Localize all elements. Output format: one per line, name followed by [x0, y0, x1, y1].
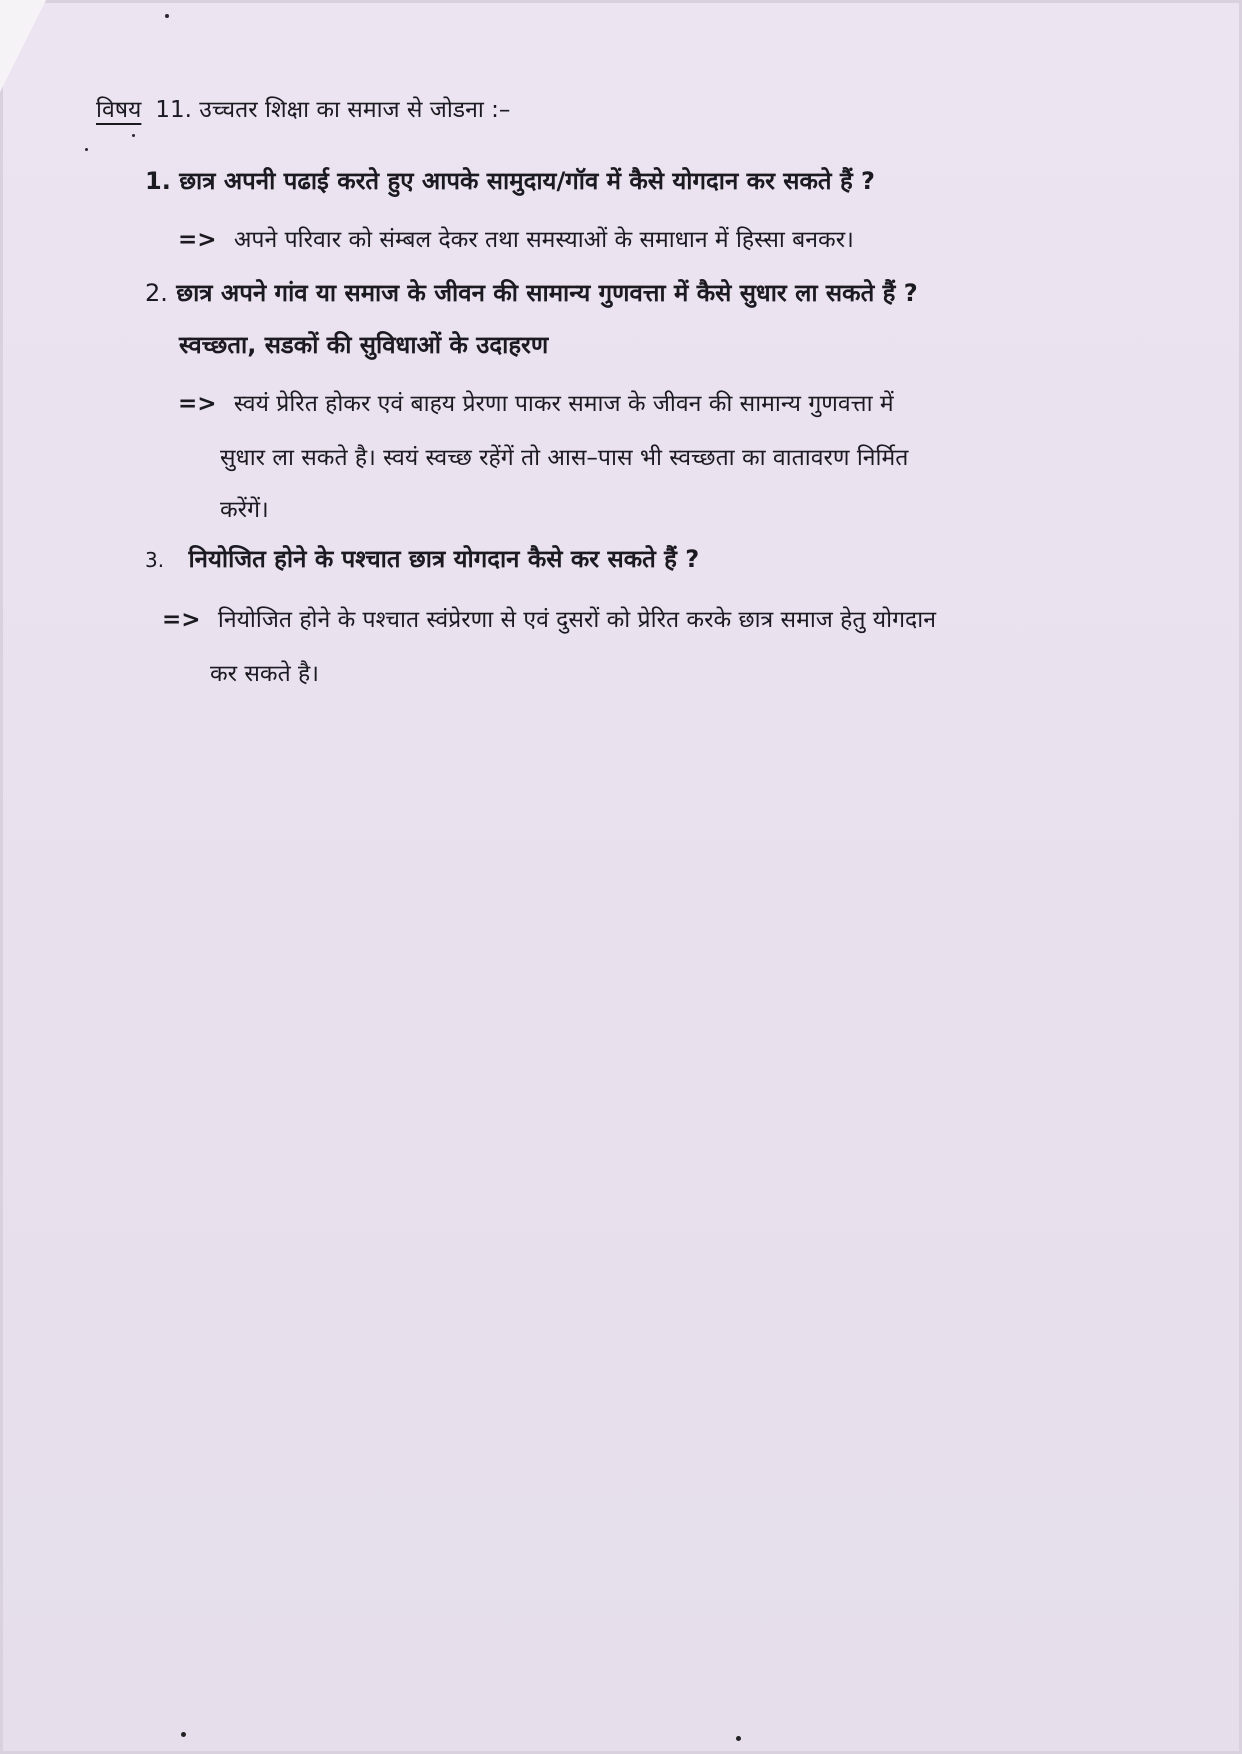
scan-speck	[181, 1732, 186, 1737]
folded-corner	[0, 0, 46, 92]
answer-text: अपने परिवार को संम्बल देकर तथा समस्याओं के समाधान में हिस्सा बनकर।	[233, 227, 854, 253]
answer-text: सुधार ला सकते है। स्वयं स्वच्छ रहेंगें तो आस–पास भी स्वच्छता का वातावरण निर्मित	[220, 445, 909, 471]
question-number: 2.	[145, 279, 168, 307]
answer-text: स्वयं प्रेरित होकर एवं बाहय प्रेरणा पाकर समाज के जीवन की सामान्य गुणवत्ता में	[233, 391, 894, 417]
answer-2-line-1	[178, 386, 894, 418]
answer-2-line-2	[220, 440, 908, 472]
answer-text: करेंगें।	[220, 497, 269, 523]
question-1	[145, 164, 875, 197]
answer-2-line-3	[220, 492, 269, 524]
document-heading	[96, 92, 510, 124]
answer-1-line-1	[178, 222, 854, 254]
question-number: 3.	[145, 548, 165, 572]
question-2-line-2	[179, 328, 548, 361]
question-text: नियोजित होने के पश्चात छात्र योगदान कैसे कर सकते हैं ?	[188, 545, 700, 573]
arrow-marker: =>	[178, 227, 217, 253]
answer-text: कर सकते है।	[210, 661, 319, 687]
answer-3-line-1	[162, 602, 936, 634]
heading-text: 11. उच्चतर शिक्षा का समाज से जोडना :–	[155, 97, 511, 123]
scan-speck	[165, 14, 169, 18]
arrow-marker: =>	[162, 607, 201, 633]
subject-label: विषय	[96, 97, 142, 123]
scan-speck	[85, 148, 88, 151]
scan-speck	[132, 134, 135, 137]
answer-text: नियोजित होने के पश्चात स्वंप्रेरणा से एवं दुसरों को प्रेरित करके छात्र समाज हेतु योगदान	[217, 607, 936, 633]
question-3	[145, 542, 699, 575]
scan-speck	[736, 1736, 741, 1741]
question-2-line-1	[145, 276, 918, 309]
question-text: स्वच्छता, सडकों की सुविधाओं के उदाहरण	[179, 331, 549, 359]
question-text: छात्र अपनी पढाई करते हुए आपके सामुदाय/गॉव में कैसे योगदान कर सकते हैं ?	[179, 167, 875, 195]
arrow-marker: =>	[178, 391, 217, 417]
question-number: 1.	[145, 167, 171, 195]
answer-3-line-2	[210, 656, 319, 688]
question-text: छात्र अपने गांव या समाज के जीवन की सामान्य गुणवत्ता में कैसे सुधार ला सकते हैं ?	[176, 279, 918, 307]
